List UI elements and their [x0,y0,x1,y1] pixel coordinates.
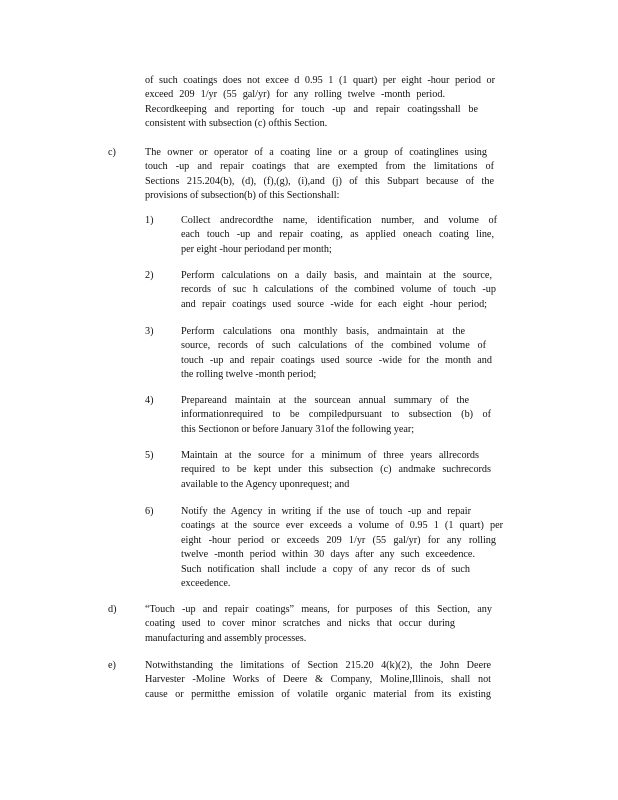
subitem-1-paragraph [181,214,497,257]
text-line: Sections 215.204(b), (d), (f),(g), (i),and (j) of this Subpart because of the [145,175,494,187]
text-line: Notwithstanding the limitations of Section 215.20 4(k)(2), the John Deere [145,660,491,671]
text-line: required to be kept under this subsection (c) andmake suchrecords [181,464,491,476]
text-line: twelve -month period within 30 days after any such exceedence. [181,549,475,561]
text-line: records of suc h calculations of the combined volume of touch -up [181,284,496,296]
subitem-5-paragraph [181,449,491,492]
text-line: coatings at the source ever exceeds a volume of 0.95 1 (1 quart) per [181,520,503,532]
text-line: “Touch -up and repair coatings” means, for purposes of this Section, any [145,604,492,615]
item-d-paragraph [145,603,492,646]
text-line: of such coatings does not excee d 0.95 1 (1 quart) per eight -hour period or [145,75,495,86]
text-line: Recordkeeping and reporting for touch -up and repair coatingsshall be [145,103,478,115]
subitem-1-label: 1) [145,215,154,226]
text-line: Notify the Agency in writing if the use of touch -up and repair [181,506,471,517]
item-d-label: d) [108,604,117,615]
text-line: each touch -up and repair coating, as applied oneach coating line, [181,229,494,241]
subitem-6-paragraph [181,505,503,591]
text-line: provisions of subsection(b) of this Sectionshall: [145,190,340,202]
text-line: eight -hour period or exceeds 209 1/yr (55 gal/yr) for any rolling [181,534,496,546]
text-line: exceedence. [181,577,231,589]
text-line: Maintain at the source for a minimum of three years allrecords [181,450,479,461]
subitem-3-label: 3) [145,326,154,337]
text-line: cause or permitthe emission of volatile organic material from its existing [145,688,491,700]
text-line: manufacturing and assembly processes. [145,632,307,644]
text-line: Prepareand maintain at the sourcean annual summary of the [181,395,469,406]
subitem-4-paragraph [181,394,491,437]
subitem-4-label: 4) [145,395,154,406]
text-line: per eight -hour periodand per month; [181,243,332,255]
text-line: Perform calculations ona monthly basis, andmaintain at the [181,326,465,337]
text-line: touch -up and repair coatings that are exempted from the limitations of [145,161,494,173]
text-line: source, records of such calculations of the combined volume of [181,340,486,352]
text-line: touch -up and repair coatings used source -wide for the month and [181,354,492,366]
text-line: available to the Agency uponrequest; and [181,478,350,490]
text-line: coating used to cover minor scratches and nicks that occur during [145,618,455,630]
text-line: Collect andrecordthe name, identification number, and volume of [181,215,497,226]
text-line: Harvester -Moline Works of Deere & Company, Moline,Illinois, shall not [145,674,491,686]
subitem-3-paragraph [181,325,492,383]
subitem-5-label: 5) [145,450,154,461]
subitem-2-paragraph [181,269,496,312]
text-line: the rolling twelve -month period; [181,369,317,381]
text-line: exceed 209 1/yr (55 gal/yr) for any rolling twelve -month period. [145,89,445,101]
intro-paragraph [145,74,495,132]
text-line: Perform calculations on a daily basis, and maintain at the source, [181,270,492,281]
text-line: and repair coatings used source -wide for each eight -hour period; [181,298,487,310]
text-line: The owner or operator of a coating line or a group of coatinglines using [145,147,487,158]
text-line: informationrequired to be compiledpursuant to subsection (b) of [181,409,491,421]
subitem-6-label: 6) [145,506,154,517]
item-e-paragraph [145,659,491,702]
text-line: Such notification shall include a copy of any recor ds of such [181,563,470,575]
item-e-label: e) [108,660,116,671]
text-line: consistent with subsection (c) ofthis Section. [145,118,328,130]
item-c-paragraph [145,146,494,204]
subitem-2-label: 2) [145,270,154,281]
item-c-label: c) [108,147,116,158]
text-line: this Sectionon or before January 31of the following year; [181,423,415,435]
